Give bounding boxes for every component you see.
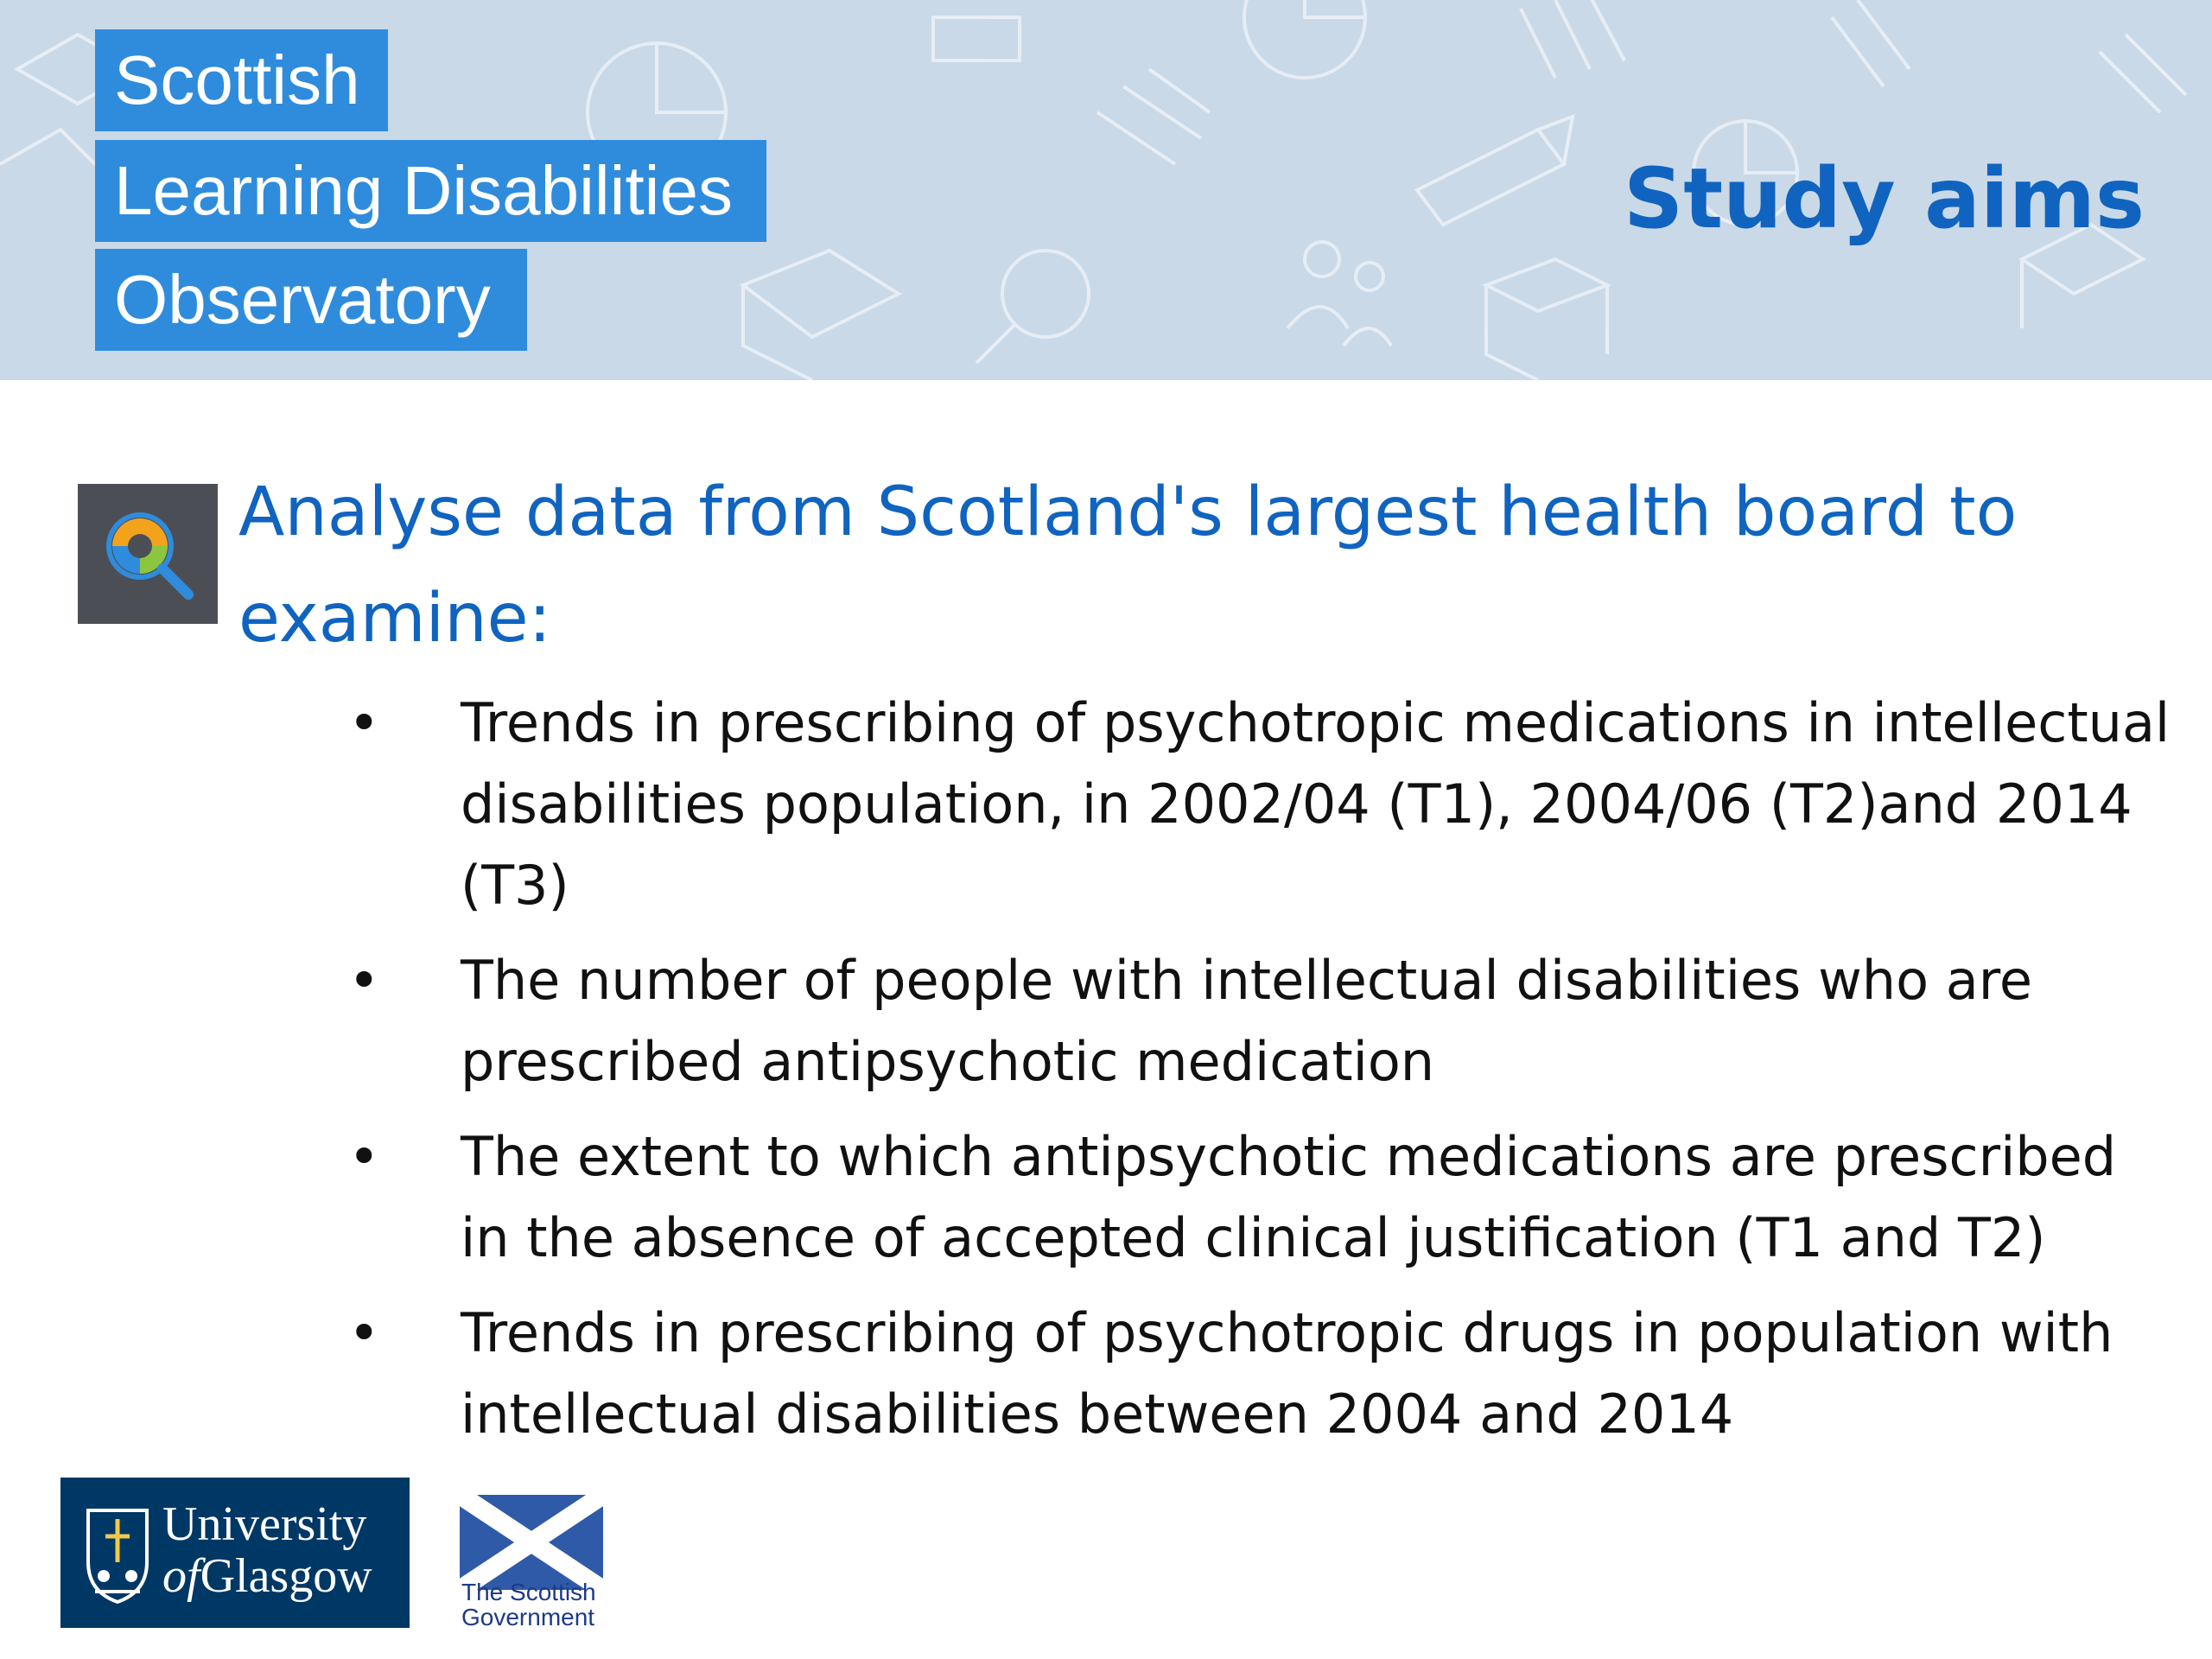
university-wordmark — [162, 1498, 372, 1602]
university-of: of — [162, 1549, 200, 1603]
sldo-logo-line-scottish: Scottish — [95, 29, 388, 131]
university-of-glasgow-logo — [60, 1478, 410, 1628]
list-item — [341, 683, 2173, 926]
government-line-2: Government — [461, 1604, 595, 1630]
bullet-dot-icon: • — [348, 1125, 380, 1188]
list-item — [341, 1293, 2173, 1455]
bullet-dot-icon: • — [348, 949, 380, 1012]
government-line-1: The Scottish — [461, 1579, 596, 1605]
list-item-text: Trends in prescribing of psychotropic medications in intellectual disabilities population, in 2002/04 (T1), 2004/06 (T2)and 2014 (T3) — [461, 691, 2171, 917]
list-item — [341, 1116, 2173, 1279]
magnifier-pie-icon — [78, 484, 218, 624]
slide-title: Study aims — [1624, 150, 2145, 247]
sldo-logo-line-learning-disabilities: Learning Disabilities — [95, 140, 766, 242]
university-line-1: University — [162, 1497, 367, 1551]
aims-list — [341, 683, 2173, 1469]
header-band — [0, 0, 2212, 380]
list-item-text: The extent to which antipsychotic medications are prescribed in the absence of accepted clinical justification (T1 and T2) — [461, 1125, 2117, 1269]
sldo-logo-line-observatory: Observatory — [95, 249, 527, 351]
bullet-dot-icon: • — [348, 691, 380, 754]
lead-text: Analyse data from Scotland's largest health board to examine: — [238, 474, 2018, 658]
crest-icon — [83, 1502, 152, 1605]
list-item-text: The number of people with intellectual disabilities who are prescribed antipsychotic medication — [461, 949, 2032, 1093]
scottish-government-wordmark — [461, 1580, 596, 1630]
university-line-2: Glasgow — [200, 1549, 372, 1603]
list-item-text: Trends in prescribing of psychotropic drugs in population with intellectual disabilities between 2004 and 2014 — [461, 1301, 2113, 1446]
bullet-dot-icon: • — [348, 1301, 380, 1364]
list-item — [341, 940, 2173, 1103]
